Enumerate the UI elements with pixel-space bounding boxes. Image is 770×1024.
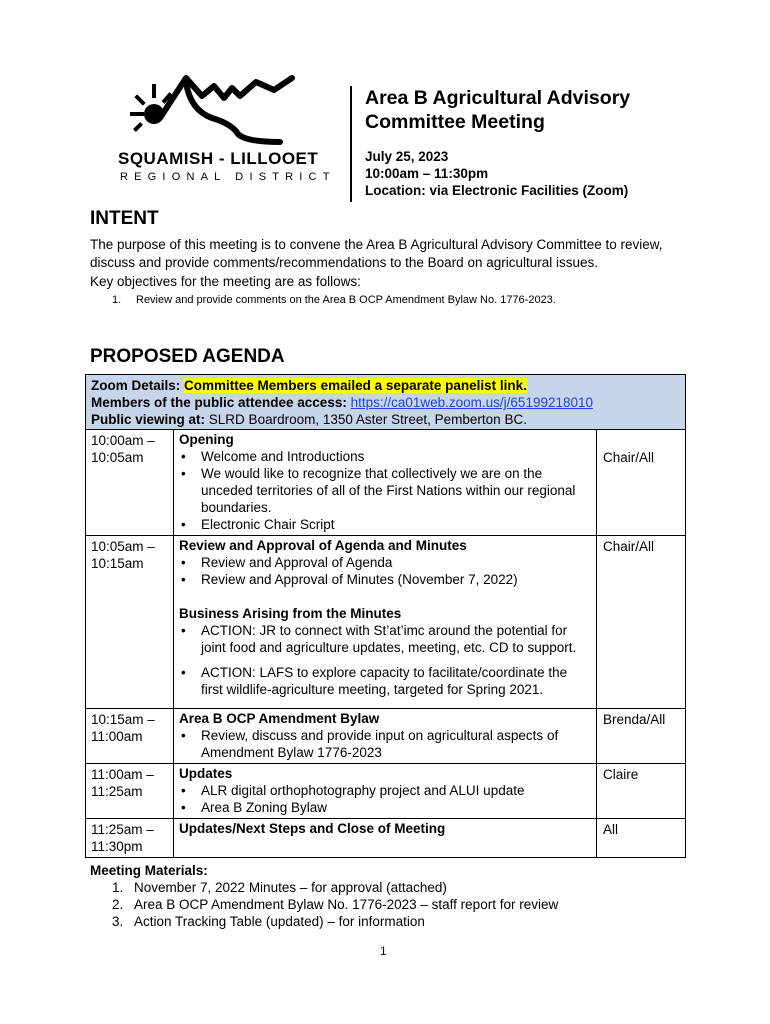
responsible-name: Claire bbox=[603, 767, 639, 782]
material-number: 2. bbox=[112, 897, 124, 912]
meeting-location: Location: via Electronic Facilities (Zoom) bbox=[365, 183, 629, 198]
agenda-time bbox=[86, 764, 174, 818]
time-end: 10:15am bbox=[91, 556, 144, 571]
agenda-responsible bbox=[597, 430, 685, 535]
time-start: 10:00am – bbox=[91, 433, 155, 448]
agenda-item bbox=[174, 709, 597, 763]
agenda-responsible bbox=[597, 819, 685, 857]
agenda-time bbox=[86, 536, 174, 708]
agenda-item-title: Updates bbox=[179, 766, 233, 781]
materials-heading: Meeting Materials: bbox=[90, 863, 208, 878]
agenda-bullet: • Review, discuss and provide input on agricultural aspects of Amendment Bylaw 1776-2023 bbox=[179, 727, 592, 761]
material-text: Action Tracking Table (updated) – for information bbox=[134, 914, 425, 929]
material-text: November 7, 2022 Minutes – for approval (attached) bbox=[134, 880, 447, 895]
zoom-label: Zoom Details: bbox=[91, 378, 181, 393]
intent-heading: INTENT bbox=[90, 208, 159, 229]
agenda-bullet: • Welcome and Introductions bbox=[179, 448, 592, 465]
time-start: 11:25am – bbox=[91, 822, 154, 837]
meeting-info bbox=[365, 148, 628, 199]
business-arising-title: Business Arising from the Minutes bbox=[179, 606, 402, 621]
agenda-row bbox=[86, 709, 685, 764]
slrd-logo bbox=[112, 72, 336, 192]
material-item bbox=[90, 879, 558, 896]
time-end: 10:05am bbox=[91, 450, 144, 465]
agenda-time bbox=[86, 709, 174, 763]
agenda-item-title: Review and Approval of Agenda and Minutes bbox=[179, 538, 467, 553]
time-start: 11:00am – bbox=[91, 767, 154, 782]
agenda-row bbox=[86, 430, 685, 536]
agenda-item bbox=[174, 764, 597, 818]
public-viewing-label: Public viewing at: bbox=[91, 412, 206, 427]
meeting-materials bbox=[90, 862, 558, 930]
objective-text: Review and provide comments on the Area B OCP Amendment Bylaw No. 1776-2023. bbox=[136, 294, 556, 306]
time-end: 11:00am bbox=[91, 729, 143, 744]
zoom-link[interactable]: https://ca01web.zoom.us/j/65199218010 bbox=[350, 395, 594, 410]
meeting-time: 10:00am – 11:30pm bbox=[365, 166, 489, 181]
public-viewing-location: SLRD Boardroom, 1350 Aster Street, Pemberton BC. bbox=[208, 412, 527, 427]
agenda-bullet: • Review and Approval of Minutes (November 7, 2022) bbox=[179, 571, 592, 588]
material-item bbox=[90, 896, 558, 913]
mountain-sun-logo-icon bbox=[120, 72, 310, 148]
agenda-heading: PROPOSED AGENDA bbox=[90, 346, 285, 367]
time-start: 10:05am – bbox=[91, 539, 155, 554]
agenda-responsible bbox=[597, 764, 685, 818]
objective-item bbox=[112, 294, 556, 306]
responsible-name: All bbox=[603, 822, 619, 837]
objectives-intro: Key objectives for the meeting are as follows: bbox=[90, 274, 361, 289]
agenda-row bbox=[86, 764, 685, 819]
agenda-row bbox=[86, 819, 685, 857]
time-end: 11:25am bbox=[91, 784, 143, 799]
time-start: 10:15am – bbox=[91, 712, 155, 727]
meeting-date: July 25, 2023 bbox=[365, 149, 449, 164]
responsible-name: Brenda/All bbox=[603, 712, 666, 727]
title-line-1: Area B Agricultural Advisory bbox=[365, 87, 631, 109]
agenda-responsible bbox=[597, 536, 685, 708]
zoom-details bbox=[86, 375, 685, 430]
panelist-link-note: Committee Members emailed a separate panelist link. bbox=[184, 378, 527, 393]
title-line-2: Committee Meeting bbox=[365, 111, 545, 133]
agenda-time bbox=[86, 430, 174, 535]
agenda-bullet: • Review and Approval of Agenda bbox=[179, 554, 592, 571]
material-number: 1. bbox=[112, 880, 124, 895]
agenda-responsible bbox=[597, 709, 685, 763]
responsible-name: Chair/All bbox=[603, 539, 655, 554]
header-divider bbox=[350, 86, 352, 202]
agenda-item-title: Opening bbox=[179, 432, 234, 447]
material-item bbox=[90, 913, 558, 930]
agenda-bullet: • ALR digital orthophotography project and ALUI update bbox=[179, 782, 592, 799]
logo-name: SQUAMISH - LILLOOET bbox=[118, 149, 319, 168]
agenda-item-title: Area B OCP Amendment Bylaw bbox=[179, 711, 380, 726]
objective-number: 1. bbox=[112, 294, 122, 306]
agenda-item bbox=[174, 536, 597, 708]
action-bullet: • ACTION: JR to connect with St’at’imc around the potential for joint food and agriculture updates, meeting, etc. CD to support. bbox=[179, 622, 592, 656]
agenda-item-title: Updates/Next Steps and Close of Meeting bbox=[179, 821, 446, 836]
page-number: 1 bbox=[380, 944, 387, 958]
responsible-name: Chair/All bbox=[603, 450, 655, 465]
agenda-item bbox=[174, 819, 597, 857]
intent-paragraph: The purpose of this meeting is to convene the Area B Agricultural Advisory Committee to review, discuss and provide comments/recommendations to the Board on agricultural issues. bbox=[90, 237, 663, 270]
material-number: 3. bbox=[112, 914, 124, 929]
agenda-bullet: • Electronic Chair Script bbox=[179, 516, 592, 533]
agenda-row bbox=[86, 536, 685, 709]
agenda-item bbox=[174, 430, 597, 535]
logo-subtitle: REGIONAL DISTRICT bbox=[120, 171, 336, 183]
agenda-table bbox=[85, 374, 686, 858]
material-text: Area B OCP Amendment Bylaw No. 1776-2023 – staff report for review bbox=[134, 897, 559, 912]
agenda-bullet: • Area B Zoning Bylaw bbox=[179, 799, 592, 816]
time-end: 11:30pm bbox=[91, 839, 143, 854]
page-title bbox=[365, 86, 630, 134]
public-access-label: Members of the public attendee access: bbox=[91, 395, 347, 410]
agenda-bullet: • We would like to recognize that collectively we are on the unceded territories of all of the First Nations within our regional boundaries. bbox=[179, 465, 592, 516]
agenda-time bbox=[86, 819, 174, 857]
action-bullet: • ACTION: LAFS to explore capacity to facilitate/coordinate the first wildlife-agriculture meeting, targeted for Spring 2021. bbox=[179, 664, 592, 698]
